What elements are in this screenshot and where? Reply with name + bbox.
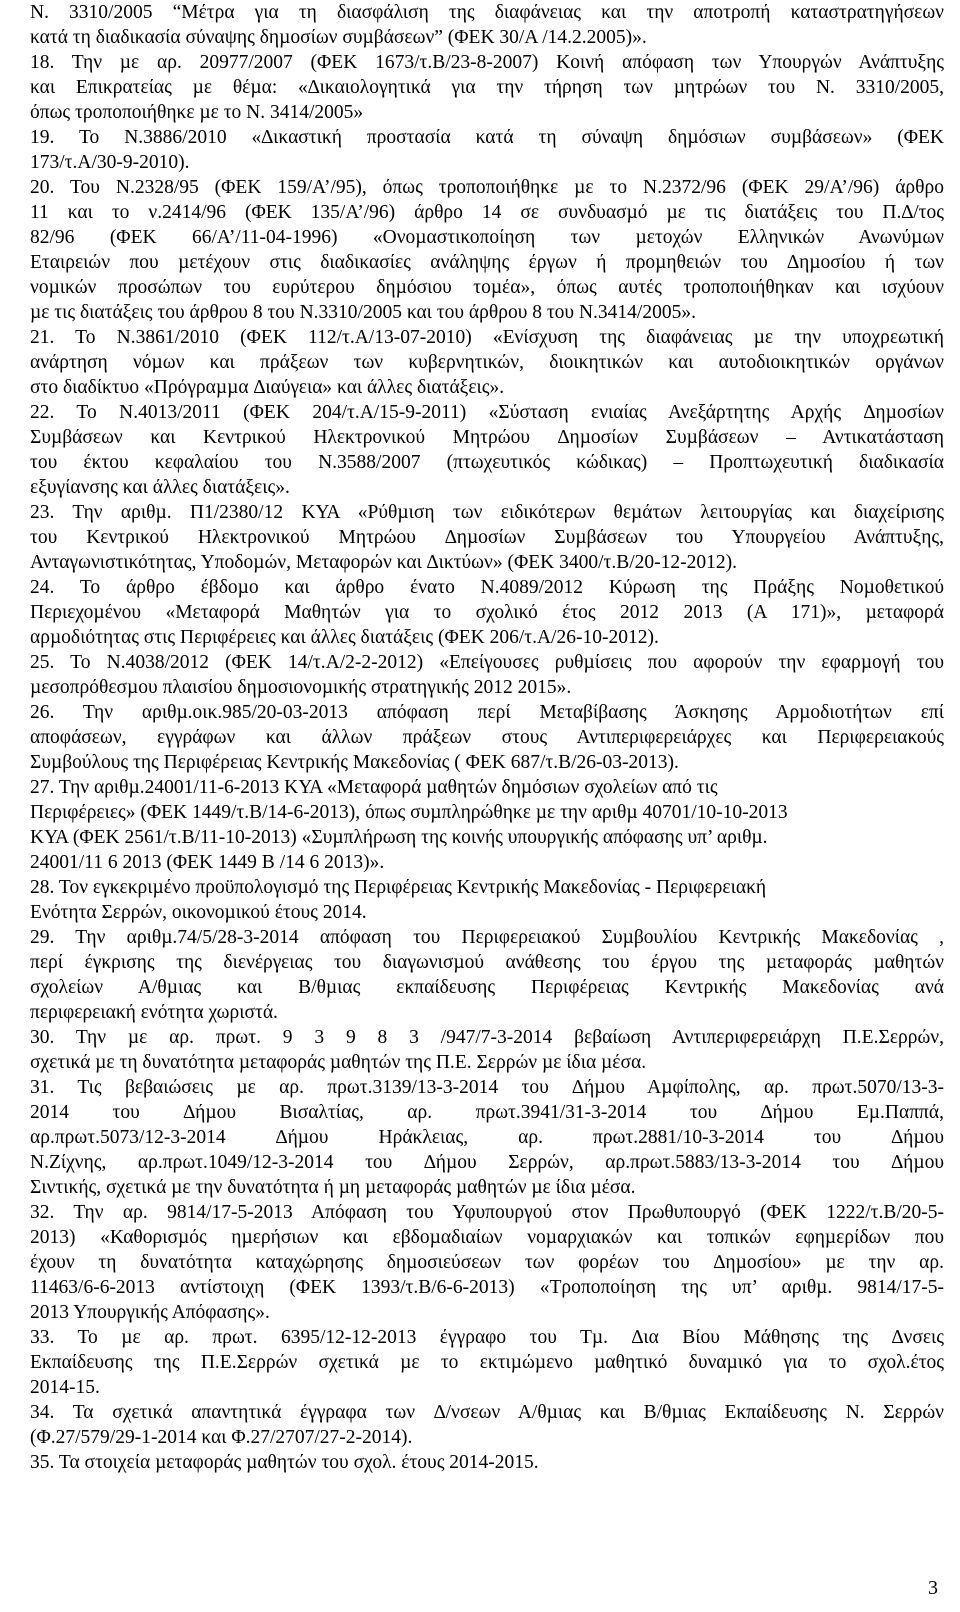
text-line: 34. Τα σχετικά απαντητικά έγγραφα των ∆/νσεων Α/θµιας και Β/θµιας Εκπαίδευσης Ν. Σερρών bbox=[30, 1402, 944, 1423]
text-line: Συµβάσεων και Κεντρικού Ηλεκτρονικού Μητρώου ∆ηµοσίων Συµβάσεων – Αντικατάσταση bbox=[30, 427, 944, 448]
text-line: 20. Του Ν.2328/95 (ΦΕΚ 159/Α’/95), όπως τροποποιήθηκε µε το Ν.2372/96 (ΦΕΚ 29/Α’/96) άρθρο bbox=[30, 177, 944, 198]
text-line: µεσοπρόθεσµου πλαισίου δηµοσιονοµικής στρατηγικής 2012 2015». bbox=[30, 677, 572, 698]
text-line: Ενότητα Σερρών, οικονοµικού έτους 2014. bbox=[30, 902, 367, 923]
text-line: έχουν τη δυνατότητα καταχώρησης δηµοσιεύσεων των φορέων του ∆ηµοσίου» µε την αρ. bbox=[30, 1252, 944, 1273]
text-line: 30. Την µε αρ. πρωτ. 9 3 9 8 3 /947/7-3-2014 βεβαίωση Αντιπεριφερειάρχη Π.Ε.Σερρών, bbox=[30, 1027, 944, 1048]
text-line: όπως τροποποιήθηκε µε το Ν. 3414/2005» bbox=[30, 102, 364, 123]
text-line: 24. Το άρθρο έβδοµο και άρθρο ένατο Ν.4089/2012 Κύρωση της Πράξης Νοµοθετικού bbox=[30, 577, 944, 598]
text-line: 2013 Υπουργικής Απόφασης». bbox=[30, 1302, 270, 1323]
text-line: περί έγκρισης της διενέργειας του διαγωνισµού ανάθεσης του έργου της µεταφοράς µαθητών bbox=[30, 952, 944, 973]
text-line: 21. Το Ν.3861/2010 (ΦΕΚ 112/τ.Α/13-07-2010) «Ενίσχυση της διαφάνειας µε την υποχρεωτική bbox=[30, 327, 944, 348]
text-line: Σιντικής, σχετικά µε την δυνατότητα ή µη µεταφοράς µαθητών µε ίδια µέσα. bbox=[30, 1177, 636, 1198]
text-line: N. 3310/2005 “Μέτρα για τη διασφάλιση της διαφάνειας και την αποτροπή καταστρατηγήσεων bbox=[30, 2, 944, 23]
text-line: και Επικρατείας µε θέµα: «∆ικαιολογητικά για την τήρηση των µητρώων του Ν. 3310/2005, bbox=[30, 77, 944, 98]
text-line: ανάρτηση νόµων και πράξεων των κυβερνητικών, διοικητικών και αυτοδιοικητικών οργάνων bbox=[30, 352, 944, 373]
text-line: 33. Το µε αρ. πρωτ. 6395/12-12-2013 έγγραφο του Τµ. ∆ια Βίου Μάθησης της ∆νσεις bbox=[30, 1327, 944, 1348]
text-line: σχολείων Α/θµιας και Β/θµιας εκπαίδευσης Περιφέρειας Κεντρικής Μακεδονίας ανά bbox=[30, 977, 944, 998]
text-line: σχετικά µε τη δυνατότητα µεταφοράς µαθητών της Π.Ε. Σερρών µε ίδια µέσα. bbox=[30, 1052, 647, 1073]
text-line: 26. Την αριθµ.οικ.985/20-03-2013 απόφαση περί Μεταβίβασης Άσκησης Αρµοδιοτήτων επί bbox=[30, 702, 944, 723]
text-line: του έκτου κεφαλαίου του Ν.3588/2007 (πτωχευτικός κώδικας) – Προπτωχευτική διαδικασία bbox=[30, 452, 944, 473]
text-line: εξυγίανσης και άλλες διατάξεις». bbox=[30, 477, 290, 498]
text-line: κατά τη διαδικασία σύναψης δηµοσίων συµβάσεων” (ΦΕΚ 30/Α /14.2.2005)». bbox=[30, 27, 647, 48]
text-line: αποφάσεων, εγγράφων και άλλων πράξεων στους Αντιπεριφερειάρχες και Περιφερειακούς bbox=[30, 727, 944, 748]
text-line: Περιφέρειες» (ΦΕΚ 1449/τ.Β/14-6-2013), όπως συµπληρώθηκε µε την αριθµ 40701/10-10-2013 bbox=[30, 802, 788, 823]
text-line: 35. Τα στοιχεία µεταφοράς µαθητών του σχολ. έτους 2014-2015. bbox=[30, 1452, 539, 1473]
text-line: ΚΥΑ (ΦΕΚ 2561/τ.Β/11-10-2013) «Συµπλήρωση της κοινής υπουργικής απόφασης υπ’ αριθµ. bbox=[30, 827, 768, 848]
text-line: 2013) «Καθορισµός ηµερήσιων και εβδοµαδιαίων νοµαρχιακών και τοπικών εφηµερίδων που bbox=[30, 1227, 944, 1248]
text-line: αρ.πρωτ.5073/12-3-2014 ∆ήµου Ηράκλειας, αρ. πρωτ.2881/10-3-2014 του ∆ήµου bbox=[30, 1127, 944, 1148]
page-number: 3 bbox=[928, 1577, 938, 1599]
text-line: 11463/6-6-2013 αντίστοιχη (ΦΕΚ 1393/τ.Β/6-6-2013) «Τροποποίηση της υπ’ αριθµ. 9814/17-5- bbox=[30, 1277, 944, 1298]
text-line: του Κεντρικού Ηλεκτρονικού Μητρώου ∆ηµοσίων Συµβάσεων του Υπουργείου Ανάπτυξης, bbox=[30, 527, 944, 548]
text-line: αρµοδιότητας στις Περιφέρειες και άλλες διατάξεις (ΦΕΚ 206/τ.Α/26-10-2012). bbox=[30, 627, 659, 648]
text-line: 23. Την αριθµ. Π1/2380/12 ΚΥΑ «Ρύθµιση των ειδικότερων θεµάτων λειτουργίας και διαχείρισης bbox=[30, 502, 944, 523]
text-line: 2014-15. bbox=[30, 1377, 100, 1398]
text-line: Ν.Ζίχνης, αρ.πρωτ.1049/12-3-2014 του ∆ήµου Σερρών, αρ.πρωτ.5883/13-3-2014 του ∆ήµου bbox=[30, 1152, 944, 1173]
text-line: Εταιρειών που µετέχουν στις διαδικασίες ανάληψης έργων ή προµηθειών του ∆ηµοσίου ή των bbox=[30, 252, 944, 273]
text-line: 82/96 (ΦΕΚ 66/Α’/11-04-1996) «Ονοµαστικοποίηση των µετοχών Ελληνικών Ανωνύµων bbox=[30, 227, 944, 248]
text-line: Ανταγωνιστικότητας, Υποδοµών, Μεταφορών και ∆ικτύων» (ΦΕΚ 3400/τ.Β/20-12-2012). bbox=[30, 552, 737, 573]
text-line: 25. Το Ν.4038/2012 (ΦΕΚ 14/τ.Α/2-2-2012) «Επείγουσες ρυθµίσεις που αφορούν την εφαρµογή του bbox=[30, 652, 944, 673]
text-line: στο διαδίκτυο «Πρόγραµµα ∆ιαύγεια» και άλλες διατάξεις». bbox=[30, 377, 505, 398]
text-line: 173/τ.Α/30-9-2010). bbox=[30, 152, 190, 173]
text-line: 24001/11 6 2013 (ΦΕΚ 1449 Β /14 6 2013)». bbox=[30, 852, 385, 873]
text-line: 22. Το Ν.4013/2011 (ΦΕΚ 204/τ.Α/15-9-2011) «Σύσταση ενιαίας Ανεξάρτητης Αρχής ∆ηµοσίων bbox=[30, 402, 944, 423]
text-line: Συµβούλους της Περιφέρειας Κεντρικής Μακεδονίας ( ΦΕΚ 687/τ.Β/26-03-2013). bbox=[30, 752, 679, 773]
text-line: νοµικών προσώπων του ευρύτερου δηµόσιου τοµέα», όπως αυτές τροποποιήθηκαν και ισχύουν bbox=[30, 277, 944, 298]
text-line: Εκπαίδευσης της Π.Ε.Σερρών σχετικά µε το εκτιµώµενο µαθητικό δυναµικό για το σχολ.έτος bbox=[30, 1352, 944, 1373]
text-line: 19. Το Ν.3886/2010 «∆ικαστική προστασία κατά τη σύναψη δηµόσιων συµβάσεων» (ΦΕΚ bbox=[30, 127, 944, 148]
text-line: 29. Την αριθµ.74/5/28-3-2014 απόφαση του Περιφερειακού Συµβουλίου Κεντρικής Μακεδονίας , bbox=[30, 927, 944, 948]
text-line: 27. Την αριθµ.24001/11-6-2013 ΚΥΑ «Μεταφορά µαθητών δηµόσιων σχολείων από τις bbox=[30, 777, 718, 798]
text-line: µε τις διατάξεις του άρθρου 8 του Ν.3310/2005 και του άρθρου 8 του Ν.3414/2005». bbox=[30, 302, 696, 323]
text-line: (Φ.27/579/29-1-2014 και Φ.27/2707/27-2-2014). bbox=[30, 1427, 413, 1448]
text-line: 31. Τις βεβαιώσεις µε αρ. πρωτ.3139/13-3-2014 του ∆ήµου Αµφίπολης, αρ. πρωτ.5070/13-3- bbox=[30, 1077, 944, 1098]
text-line: Περιεχοµένου «Μεταφορά Μαθητών για το σχολικό έτος 2012 2013 (Α 171)», µεταφορά bbox=[30, 602, 944, 623]
text-line: 28. Τον εγκεκριµένο προϋπολογισµό της Περιφέρειας Κεντρικής Μακεδονίας - Περιφερειακή bbox=[30, 877, 767, 898]
text-line: 11 και το ν.2414/96 (ΦΕΚ 135/Α’/96) άρθρο 14 σε συνδυασµό µε τις διατάξεις του Π.∆/τος bbox=[30, 202, 944, 223]
text-line: περιφερειακή ενότητα χωριστά. bbox=[30, 1002, 278, 1023]
text-line: 32. Την αρ. 9814/17-5-2013 Απόφαση του Υφυπουργού στον Πρωθυπουργό (ΦΕΚ 1222/τ.Β/20-5- bbox=[30, 1202, 944, 1223]
text-line: 2014 του ∆ήµου Βισαλτίας, αρ. πρωτ.3941/31-3-2014 του ∆ήµου Εµ.Παππά, bbox=[30, 1102, 944, 1123]
text-line: 18. Την µε αρ. 20977/2007 (ΦΕΚ 1673/τ.Β/23-8-2007) Κοινή απόφαση των Υπουργών Ανάπτυξης bbox=[30, 52, 944, 73]
